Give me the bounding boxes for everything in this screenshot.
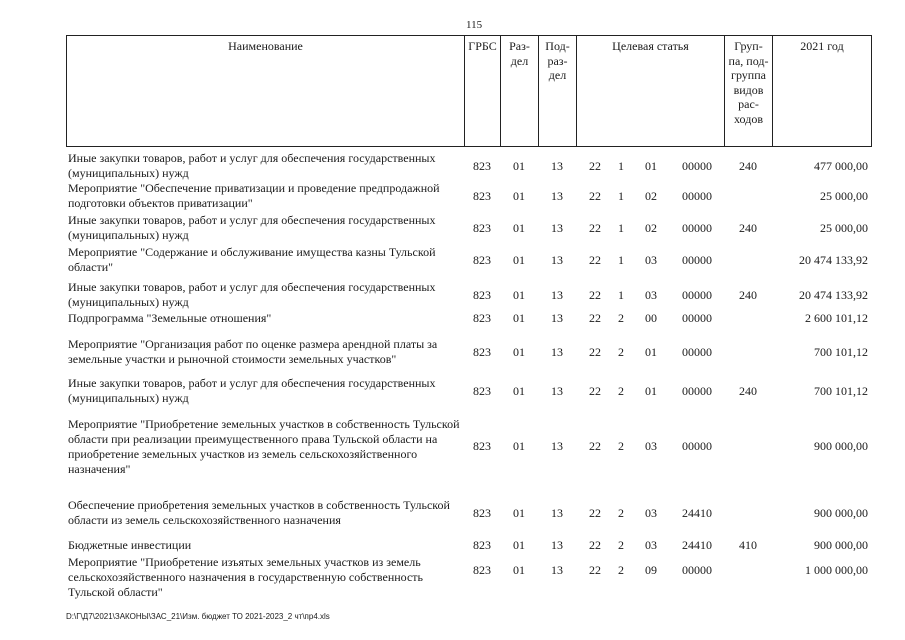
row-podrazdel: 13 [551,311,563,325]
header-year: 2021 год [800,39,844,53]
row-cs2: 1 [618,253,624,267]
row-name: Подпрограмма "Земельные отношения" [68,311,272,325]
file-path-footer: D:\Г\Д7\2021\ЗАКОНЫ\ЗАС_21\Изм. бюджет ТО 2021-2023_2 чт\пр4.xls [66,612,330,621]
row-cs1: 22 [589,345,601,359]
row-grbs: 823 [473,253,491,267]
row-razdel: 01 [513,439,525,453]
row-razdel: 01 [513,345,525,359]
row-cs2: 2 [618,506,624,520]
header-name: Наименование [67,36,465,146]
row-podrazdel: 13 [551,538,563,552]
row-sum: 1 000 000,00 [805,563,868,577]
row-grbs: 823 [473,563,491,577]
row-cs3: 03 [645,506,657,520]
header-celevaya: Целевая статья [577,36,725,146]
row-name: Мероприятие "Содержание и обслуживание имущества казны Тульской области" [68,245,436,274]
row-podrazdel: 13 [551,506,563,520]
row-cs3: 02 [645,189,657,203]
row-razdel: 01 [513,538,525,552]
row-podrazdel: 13 [551,384,563,398]
row-sum: 700 101,12 [814,384,868,398]
row-sum: 900 000,00 [814,439,868,453]
row-podrazdel: 13 [551,439,563,453]
row-cs4: 00000 [682,189,712,203]
row-cs1: 22 [589,538,601,552]
row-vid: 240 [739,288,757,302]
row-cs3: 01 [645,384,657,398]
row-vid: 410 [739,538,757,552]
header-podrazdel: Под- раз- дел [539,36,577,146]
row-cs3: 09 [645,563,657,577]
row-cs4: 24410 [682,538,712,552]
row-cs2: 2 [618,538,624,552]
row-cs4: 00000 [682,384,712,398]
row-vid: 240 [739,221,757,235]
row-cs4: 00000 [682,563,712,577]
row-name: Мероприятие "Приобретение изъятых земельных участков из земель сельскохозяйственного назначения в государственную собственность Тульской области" [68,555,424,599]
row-podrazdel: 13 [551,563,563,577]
row-sum: 2 600 101,12 [805,311,868,325]
row-podrazdel: 13 [551,221,563,235]
row-razdel: 01 [513,384,525,398]
row-cs2: 1 [618,288,624,302]
row-cs2: 1 [618,221,624,235]
row-grbs: 823 [473,288,491,302]
row-grbs: 823 [473,159,491,173]
row-cs4: 00000 [682,288,712,302]
row-cs3: 01 [645,159,657,173]
row-razdel: 01 [513,189,525,203]
row-cs3: 03 [645,288,657,302]
row-name: Бюджетные инвестиции [68,538,192,552]
row-cs3: 00 [645,311,657,325]
row-razdel: 01 [513,563,525,577]
row-grbs: 823 [473,311,491,325]
row-podrazdel: 13 [551,253,563,267]
row-razdel: 01 [513,159,525,173]
header-gruppa: Груп- па, под- группа видов рас- ходов [725,36,773,146]
row-grbs: 823 [473,189,491,203]
row-razdel: 01 [513,506,525,520]
row-cs4: 00000 [682,439,712,453]
row-grbs: 823 [473,221,491,235]
row-cs4: 00000 [682,345,712,359]
row-grbs: 823 [473,538,491,552]
row-cs2: 2 [618,563,624,577]
row-cs1: 22 [589,253,601,267]
row-podrazdel: 13 [551,189,563,203]
row-cs2: 2 [618,311,624,325]
row-razdel: 01 [513,311,525,325]
row-vid: 240 [739,384,757,398]
row-podrazdel: 13 [551,288,563,302]
row-name: Обеспечение приобретения земельных участков в собственность Тульской области из земель сельскохозяйственного назначения [68,498,450,527]
row-cs2: 2 [618,439,624,453]
row-cs2: 1 [618,159,624,173]
row-sum: 25 000,00 [820,189,868,203]
row-cs4: 00000 [682,221,712,235]
row-cs4: 24410 [682,506,712,520]
row-cs1: 22 [589,563,601,577]
header-razdel: Раз- дел [501,36,539,146]
row-sum: 20 474 133,92 [799,288,868,302]
row-grbs: 823 [473,384,491,398]
row-sum: 25 000,00 [820,221,868,235]
row-sum: 900 000,00 [814,506,868,520]
row-grbs: 823 [473,506,491,520]
row-podrazdel: 13 [551,345,563,359]
row-sum: 700 101,12 [814,345,868,359]
row-sum: 900 000,00 [814,538,868,552]
row-cs3: 01 [645,345,657,359]
row-cs1: 22 [589,384,601,398]
row-cs1: 22 [589,221,601,235]
row-grbs: 823 [473,345,491,359]
row-cs3: 02 [645,221,657,235]
row-cs1: 22 [589,189,601,203]
row-cs1: 22 [589,506,601,520]
row-cs3: 03 [645,538,657,552]
row-name: Мероприятие "Обеспечение приватизации и проведение предпродажной подготовки объектов приватизации" [68,181,440,210]
row-name: Мероприятие "Организация работ по оценке размера арендной платы за земельные участки и рыночной стоимости земельных участков" [68,337,438,366]
page-number: 115 [466,19,483,31]
row-name: Иные закупки товаров, работ и услуг для обеспечения государственных (муниципальных) нужд [68,376,436,405]
row-razdel: 01 [513,288,525,302]
row-cs4: 00000 [682,253,712,267]
row-cs2: 2 [618,384,624,398]
row-name: Иные закупки товаров, работ и услуг для обеспечения государственных (муниципальных) нужд [68,280,436,309]
row-cs1: 22 [589,311,601,325]
row-cs3: 03 [645,439,657,453]
row-cs1: 22 [589,159,601,173]
row-cs4: 00000 [682,311,712,325]
row-grbs: 823 [473,439,491,453]
row-cs3: 03 [645,253,657,267]
row-cs1: 22 [589,439,601,453]
row-podrazdel: 13 [551,159,563,173]
row-sum: 477 000,00 [814,159,868,173]
row-sum: 20 474 133,92 [799,253,868,267]
row-razdel: 01 [513,221,525,235]
row-cs2: 1 [618,189,624,203]
row-name: Иные закупки товаров, работ и услуг для обеспечения государственных (муниципальных) нужд [68,213,436,242]
row-razdel: 01 [513,253,525,267]
row-vid: 240 [739,159,757,173]
row-cs1: 22 [589,288,601,302]
table-header [66,35,872,147]
row-cs2: 2 [618,345,624,359]
row-cs4: 00000 [682,159,712,173]
row-name: Мероприятие "Приобретение земельных участков в собственность Тульской области при реализации преимущественного права Тульской области на приобретение земельных участков из земель сельскохозяйственного назначения" [68,417,460,476]
header-grbs: ГРБС [465,36,501,146]
row-name: Иные закупки товаров, работ и услуг для обеспечения государственных (муниципальных) нужд [68,151,436,180]
